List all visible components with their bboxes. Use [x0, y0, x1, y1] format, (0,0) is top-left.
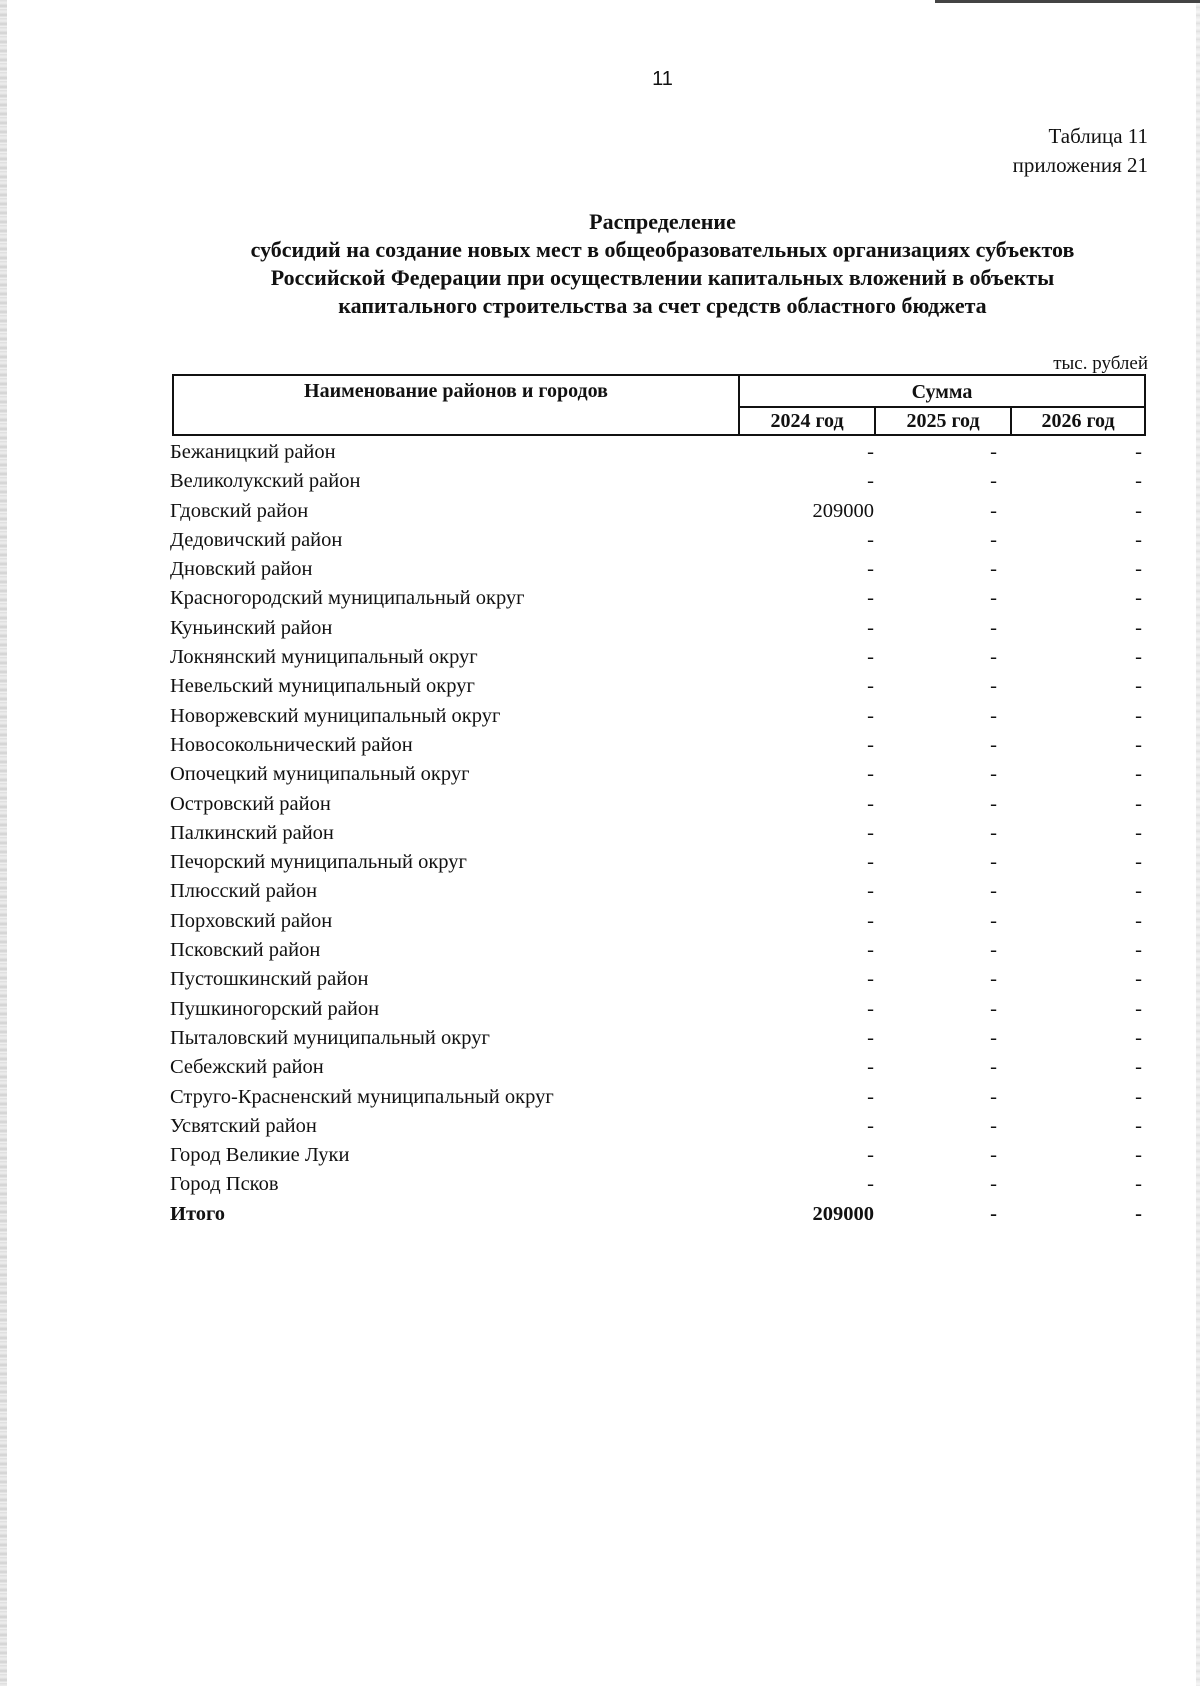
table-row	[170, 1141, 1150, 1170]
district-name: Дновский район	[170, 558, 313, 581]
value-2026: -	[1135, 880, 1142, 903]
value-2025: -	[990, 1173, 997, 1196]
district-name: Бежаницкий район	[170, 441, 336, 463]
value-2026: -	[1135, 997, 1142, 1020]
header-year-2025: 2025 год	[876, 408, 1012, 434]
value-2024: 209000	[812, 499, 874, 522]
value-2024: -	[867, 880, 874, 903]
value-2025: -	[990, 1085, 997, 1108]
table-reference	[1013, 122, 1148, 180]
district-name: Псковский район	[170, 939, 321, 962]
header-year-2024: 2024 год	[740, 408, 876, 434]
district-name: Пыталовский муниципальный округ	[170, 1026, 490, 1049]
value-2025: -	[990, 997, 997, 1020]
district-name: Город Псков	[170, 1173, 279, 1196]
value-2024: -	[867, 1173, 874, 1196]
district-name: Палкинский район	[170, 821, 334, 844]
value-2026: -	[1135, 441, 1142, 463]
value-2026: -	[1135, 909, 1142, 932]
value-2026: -	[1135, 1114, 1142, 1137]
table-row	[170, 790, 1150, 819]
value-2024: -	[867, 704, 874, 727]
table-row	[170, 467, 1150, 496]
district-name: Новосокольнический район	[170, 733, 413, 756]
table-row	[170, 760, 1150, 789]
district-name: Красногородский муниципальный округ	[170, 587, 525, 610]
value-2024: -	[867, 763, 874, 786]
district-name: Печорский муниципальный округ	[170, 851, 467, 874]
value-2024: -	[867, 997, 874, 1020]
value-2026: -	[1135, 528, 1142, 551]
district-name: Пустошкинский район	[170, 968, 369, 991]
district-name: Себежский район	[170, 1056, 324, 1079]
district-name: Опочецкий муниципальный округ	[170, 763, 470, 786]
value-2025: -	[990, 763, 997, 786]
value-2026: -	[1135, 470, 1142, 493]
value-2024: -	[867, 1114, 874, 1137]
district-name: Город Великие Луки	[170, 1144, 350, 1167]
table-ref-line1: Таблица 11	[1048, 124, 1148, 148]
value-2025: -	[990, 909, 997, 932]
header-year-2026: 2026 год	[1041, 410, 1115, 432]
table-row	[170, 819, 1150, 848]
value-2024: -	[867, 968, 874, 991]
table-row	[170, 497, 1150, 526]
table-total-row	[170, 1200, 1150, 1229]
value-2025: -	[990, 792, 997, 815]
table-row	[170, 1024, 1150, 1053]
table-header	[172, 374, 1146, 436]
header-district-name: Наименование районов и городов	[174, 376, 740, 434]
value-2025: -	[990, 1202, 997, 1225]
value-2025: -	[990, 880, 997, 903]
value-2024: -	[867, 1026, 874, 1049]
value-2025: -	[990, 968, 997, 991]
value-2026: -	[1135, 558, 1142, 581]
value-2026: -	[1135, 1056, 1142, 1079]
table-row	[170, 614, 1150, 643]
scan-edge-left	[0, 0, 7, 1686]
table-row	[170, 995, 1150, 1024]
district-name: Локнянский муниципальный округ	[170, 646, 478, 669]
table-row	[170, 702, 1150, 731]
value-2025: -	[990, 499, 997, 522]
value-2025: -	[990, 675, 997, 698]
value-2024: -	[867, 851, 874, 874]
table-row	[170, 936, 1150, 965]
value-2026: -	[1135, 968, 1142, 991]
value-2026: -	[1135, 1026, 1142, 1049]
units-label: тыс. рублей	[1053, 353, 1148, 374]
district-name: Плюсский район	[170, 880, 318, 903]
value-2025: -	[990, 616, 997, 639]
value-2024: -	[867, 939, 874, 962]
value-2025: -	[990, 704, 997, 727]
value-2026: -	[1135, 1085, 1142, 1108]
district-name: Пушкиногорский район	[170, 997, 380, 1020]
table-ref-line2: приложения 21	[1012, 153, 1148, 177]
district-name: Куньинский район	[170, 616, 333, 639]
value-2025: -	[990, 646, 997, 669]
value-2025: -	[990, 1114, 997, 1137]
value-2025: -	[990, 939, 997, 962]
table-row	[170, 1053, 1150, 1082]
value-2024: -	[867, 792, 874, 815]
value-2026: -	[1135, 733, 1142, 756]
table-row	[170, 672, 1150, 701]
value-2024: -	[867, 733, 874, 756]
value-2024: -	[867, 616, 874, 639]
title-line4: капитального строительства за счет средств областного бюджета	[338, 293, 987, 318]
value-2025: -	[990, 441, 997, 463]
district-name: Усвятский район	[170, 1114, 317, 1137]
table-row	[170, 907, 1150, 936]
value-2024: -	[867, 441, 874, 463]
value-2025: -	[990, 821, 997, 844]
table-row	[170, 1112, 1150, 1141]
document-title	[150, 208, 1175, 320]
district-name: Великолукский район	[170, 470, 361, 493]
value-2024: -	[867, 646, 874, 669]
value-2025: -	[990, 587, 997, 610]
value-2024: -	[867, 470, 874, 493]
value-2026: -	[1135, 939, 1142, 962]
header-sum: Сумма	[740, 376, 1144, 408]
table-row	[170, 848, 1150, 877]
value-2025: -	[990, 470, 997, 493]
value-2024: 209000	[812, 1202, 874, 1225]
value-2026: -	[1135, 616, 1142, 639]
value-2026: -	[1135, 1173, 1142, 1196]
value-2026: -	[1135, 675, 1142, 698]
table-row	[170, 526, 1150, 555]
district-name: Новоржевский муниципальный округ	[170, 704, 501, 727]
title-line2: субсидий на создание новых мест в общеобразовательных организациях субъектов	[250, 237, 1075, 262]
table-row	[170, 438, 1150, 467]
table-row	[170, 1083, 1150, 1112]
district-name: Итого	[170, 1202, 226, 1225]
value-2024: -	[867, 1056, 874, 1079]
district-name: Гдовский район	[170, 499, 309, 522]
value-2025: -	[990, 1144, 997, 1167]
title-line3: Российской Федерации при осуществлении капитальных вложений в объекты	[270, 265, 1055, 290]
value-2024: -	[867, 675, 874, 698]
value-2026: -	[1135, 587, 1142, 610]
value-2025: -	[990, 558, 997, 581]
value-2026: -	[1135, 851, 1142, 874]
value-2024: -	[867, 528, 874, 551]
table-body	[170, 438, 1150, 1229]
table-row	[170, 555, 1150, 584]
value-2025: -	[990, 528, 997, 551]
value-2024: -	[867, 558, 874, 581]
value-2025: -	[990, 733, 997, 756]
value-2024: -	[867, 1144, 874, 1167]
scan-edge-top	[935, 0, 1200, 3]
district-name: Островский район	[170, 792, 331, 815]
value-2026: -	[1135, 1202, 1142, 1225]
table-row	[170, 584, 1150, 613]
value-2026: -	[1135, 763, 1142, 786]
value-2025: -	[990, 851, 997, 874]
table-row	[170, 965, 1150, 994]
value-2026: -	[1135, 792, 1142, 815]
district-name: Дедовичский район	[170, 528, 343, 551]
value-2026: -	[1135, 704, 1142, 727]
value-2026: -	[1135, 821, 1142, 844]
value-2024: -	[867, 1085, 874, 1108]
table-row	[170, 643, 1150, 672]
value-2026: -	[1135, 499, 1142, 522]
title-line1: Распределение	[589, 209, 736, 234]
district-name: Невельский муниципальный округ	[170, 675, 475, 698]
page-number: 11	[652, 68, 673, 90]
district-name: Порховский район	[170, 909, 333, 932]
value-2024: -	[867, 587, 874, 610]
scan-edge-right	[1196, 0, 1200, 1686]
value-2024: -	[867, 909, 874, 932]
table-row	[170, 1170, 1150, 1199]
value-2025: -	[990, 1026, 997, 1049]
table-row	[170, 877, 1150, 906]
value-2024: -	[867, 821, 874, 844]
district-name: Струго-Красненский муниципальный округ	[170, 1085, 554, 1108]
value-2026: -	[1135, 1144, 1142, 1167]
value-2026: -	[1135, 646, 1142, 669]
value-2025: -	[990, 1056, 997, 1079]
table-row	[170, 731, 1150, 760]
